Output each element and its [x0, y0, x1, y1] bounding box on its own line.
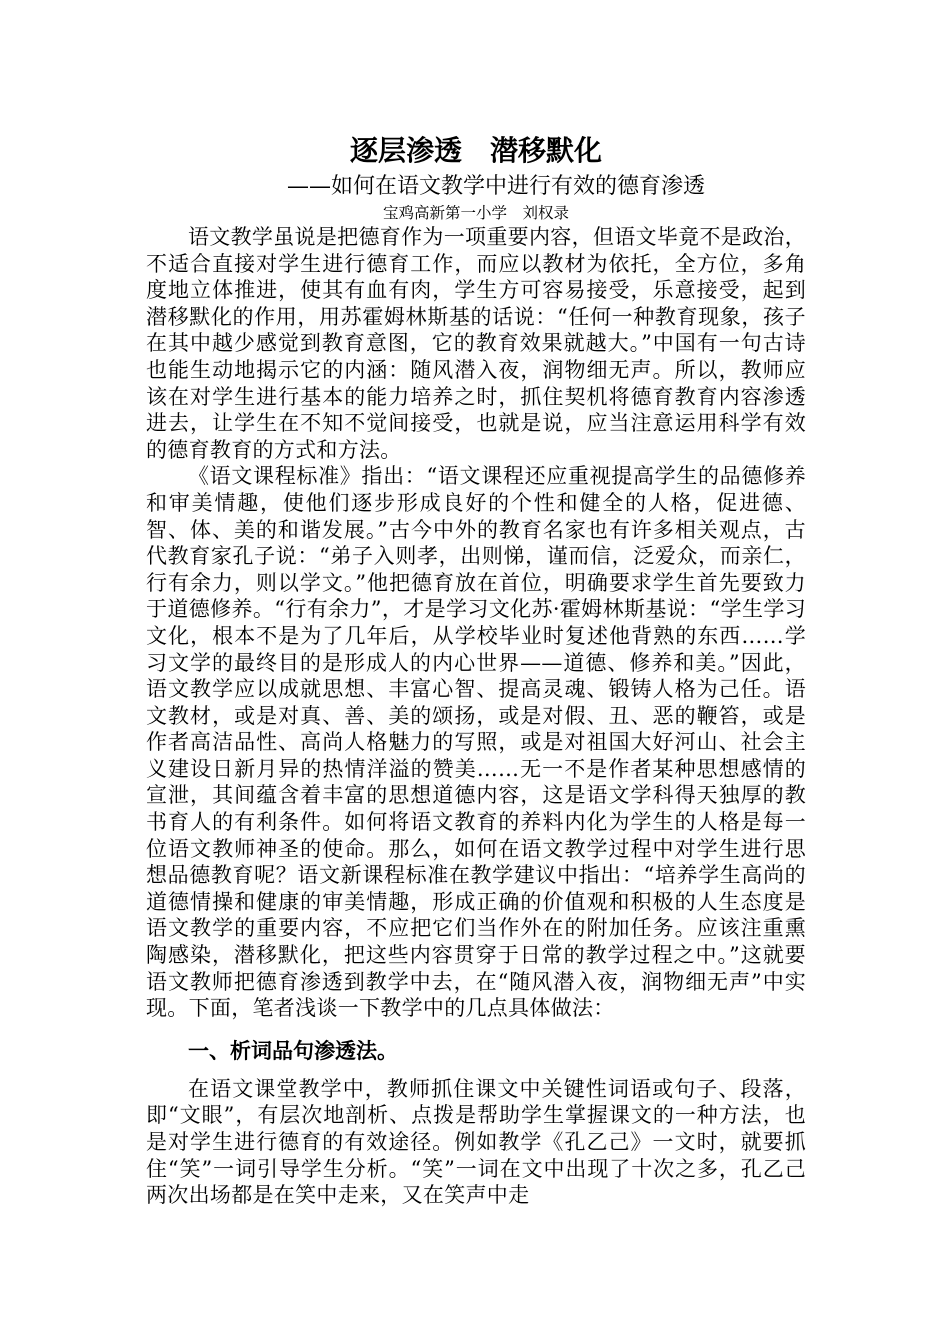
- section-paragraph: 在语文课堂教学中，教师抓住课文中关键性词语或句子、段落，即“文眼”，有层次地剖析、点拨是帮助学生掌握课文的一种方法，也是对学生进行德育的有效途径。例如教学《孔乙己》一文时，就要抓住“笑”一词引导学生分析。“笑”一词在文中出现了十次之多，孔乙己两次出场都是在笑中走来，又在笑声中走: [146, 1076, 806, 1208]
- document-page: [146, 130, 806, 1209]
- document-subtitle: ——如何在语文教学中进行有效的德育渗透: [286, 174, 705, 199]
- document-author: 宝鸡高新第一小学 刘权录: [382, 204, 569, 222]
- body-paragraph: 语文教学虽说是把德育作为一项重要内容，但语文毕竟不是政治，不适合直接对学生进行德育工作，而应以教材为依托，全方位，多角度地立体推进，使其有血有肉，学生方可容易接受，乐意接受，起到潜移默化的作用，用苏霍姆林斯基的话说：“任何一种教育现象，孩子在其中越少感觉到教育意图，它的教育效果就越大。”中国有一句古诗也能生动地揭示它的内涵：随风潜入夜，润物细无声。所以，教师应该在对学生进行基本的能力培养之时，抓住契机将德育教育内容渗透进去，让学生在不知不觉间接受，也就是说，应当注意运用科学有效的德育教育的方式和方法。: [146, 225, 806, 462]
- body-paragraph: 《语文课程标准》指出：“语文课程还应重视提高学生的品德修养和审美情趣，使他们逐步形成良好的个性和健全的人格，促进德、智、体、美的和谐发展。”古今中外的教育名家也有许多相关观点，古代教育家孔子说：“弟子入则孝，出则悌，谨而信，泛爱众，而亲仁，行有余力，则以学文。”他把德育放在首位，明确要求学生首先要致力于道德修养。“行有余力”，才是学习文化苏·霍姆林斯基说：“学生学习文化，根本不是为了几年后，从学校毕业时复述他背熟的东西……学习文学的最终目的是形成人的内心世界——道德、修养和美。”因此，语文教学应以成就思想、丰富心智、提高灵魂、锻铸人格为己任。语文教材，或是对真、善、美的颂扬，或是对假、丑、恶的鞭笞，或是作者高洁品性、高尚人格魅力的写照，或是对祖国大好河山、社会主义建设日新月异的热情洋溢的赞美……无一不是作者某种思想感情的宣泄，其间蕴含着丰富的思想道德内容，这是语文学科得天独厚的教书育人的有利条件。如何将语文教育的养料内化为学生的人格是每一位语文教师神圣的使命。那么，如何在语文教学过程中对学生进行思想品德教育呢？语文新课程标准在教学建议中指出：“培养学生高尚的道德情操和健康的审美情趣，形成正确的价值观和积极的人生态度是语文教学的重要内容，不应把它们当作外在的附加任务。应该注重熏陶感染，潜移默化，把这些内容贯穿于日常的教学过程之中。”这就要语文教师把德育渗透到教学中去，在“随风潜入夜，润物细无声”中实现。下面，笔者浅谈一下教学中的几点具体做法：: [146, 464, 806, 1021]
- section-heading: 一、析词品句渗透法。: [188, 1038, 398, 1063]
- document-title: 逐层渗透 潜移默化: [349, 134, 602, 167]
